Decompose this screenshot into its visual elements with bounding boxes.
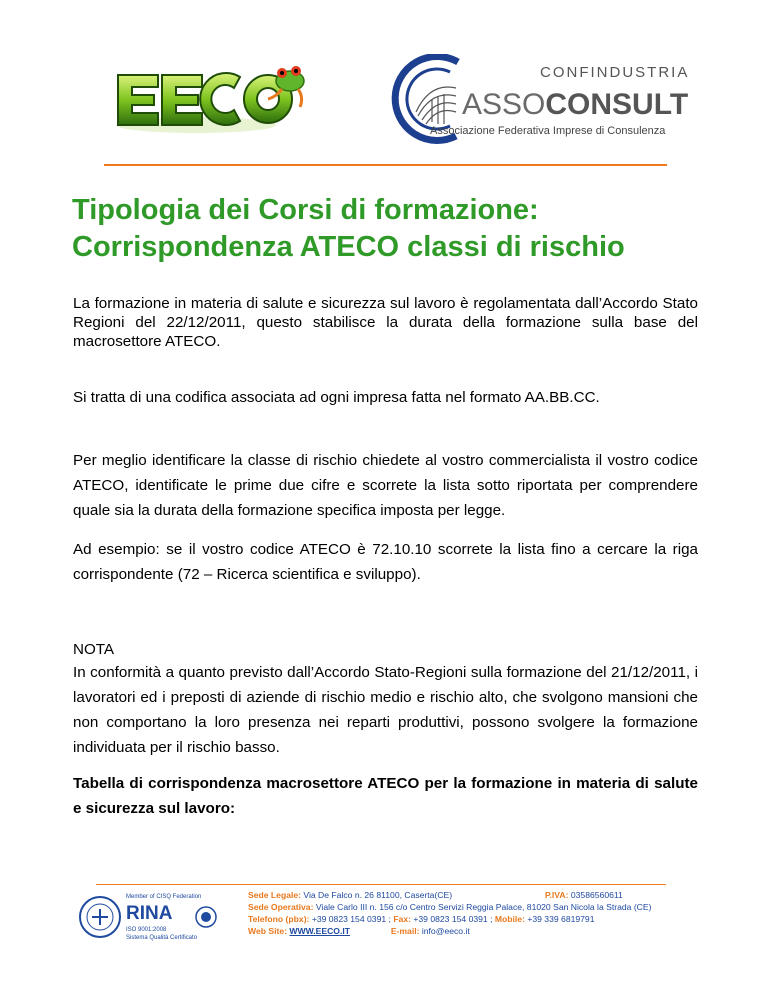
website-link[interactable]: WWW.EECO.IT <box>289 926 351 936</box>
telefono-value: +39 0823 154 0391 <box>311 914 387 924</box>
table-heading: Tabella di corrispondenza macrosettore ATECO per la formazione in materia di salute e sicurezza sul lavoro: <box>73 775 698 817</box>
rina-name-text: RINA <box>126 903 173 924</box>
email-link[interactable]: info@eeco.it <box>421 926 470 936</box>
eeco-logo <box>104 55 312 143</box>
fax-value: +39 0823 154 0391 <box>413 914 488 924</box>
rina-iso-text: ISO 9001:2008 <box>126 927 167 933</box>
piva-value: 03586560611 <box>570 890 623 900</box>
intro-paragraph: La formazione in materia di salute e sicurezza sul lavoro è regolamentata dall’Accordo Stato Regioni del 22/12/2011, questo stabilisce la durata della formazione sulla base del macrosettore ATECO. <box>73 295 698 350</box>
instructions-paragraph: Per meglio identificare la classe di rischio chiedete al vostro commercialista il vostro codice ATECO, identificate le prime due cifre e scorrete la lista sotto riportata per comprendere quale sia la durata della formazione specifica imposta per legge. <box>73 452 698 519</box>
mobile-value: +39 339 6819791 <box>527 914 595 924</box>
footer-divider <box>96 884 666 885</box>
sede-legale-value: Via De Falco n. 26 81100, Caserta(CE) <box>303 890 453 900</box>
example-paragraph: Ad esempio: se il vostro codice ATECO è 72.10.10 scorrete la lista fino a cercare la riga corrispondente (72 – Ricerca scientifica e sviluppo). <box>73 541 698 583</box>
document-title: Tipologia dei Corsi di formazione: Corrispondenza ATECO classi di rischio <box>72 194 625 263</box>
rina-member-text: Member of CISQ Federation <box>126 894 202 900</box>
nota-paragraph: In conformità a quanto previsto dall’Accordo Stato-Regioni sulla formazione del 21/12/2011, i lavoratori ed i preposti di aziende di rischio medio e rischio alto, che svolgono mansioni che non comportano la loro presenza nei reparti produttivi, possono svolgere la formazione individuata per il rischio basso. <box>73 664 698 756</box>
rina-system-text: Sistema Qualità Certificato <box>126 935 198 941</box>
rina-certification-logo <box>78 889 230 945</box>
assoconsult-tagline: Associazione Federativa Imprese di Consulenza <box>430 125 666 137</box>
format-paragraph: Si tratta di una codifica associata ad ogni impresa fatta nel formato AA.BB.CC. <box>73 389 600 406</box>
assoconsult-name: ASSOCONSULT <box>462 88 689 121</box>
sede-operativa-value: Viale Carlo III n. 156 c/o Centro Servizi Reggia Palace, 81020 San Nicola la Strada (CE) <box>315 902 652 912</box>
confindustria-label: CONFINDUSTRIA <box>540 64 690 81</box>
nota-label: NOTA <box>73 641 115 658</box>
header-divider <box>104 164 667 166</box>
footer-contact-info: Sede Legale: Via De Falco n. 26 81100, Caserta(CE) P.IVA: 03586560611 Sede Operativa: Viale Carlo III n. 156 c/o Centro Servizi Reggia Palace, 81020 San Nicola la Strada (CE) Telefono (pbx): +39 0823 154 0391 ; Fax: +39 0823 154 0391 ; Mobile: +39 339 6819791 Web Site: WWW.EECO.IT E-mail: info@eeco.it <box>248 890 652 936</box>
